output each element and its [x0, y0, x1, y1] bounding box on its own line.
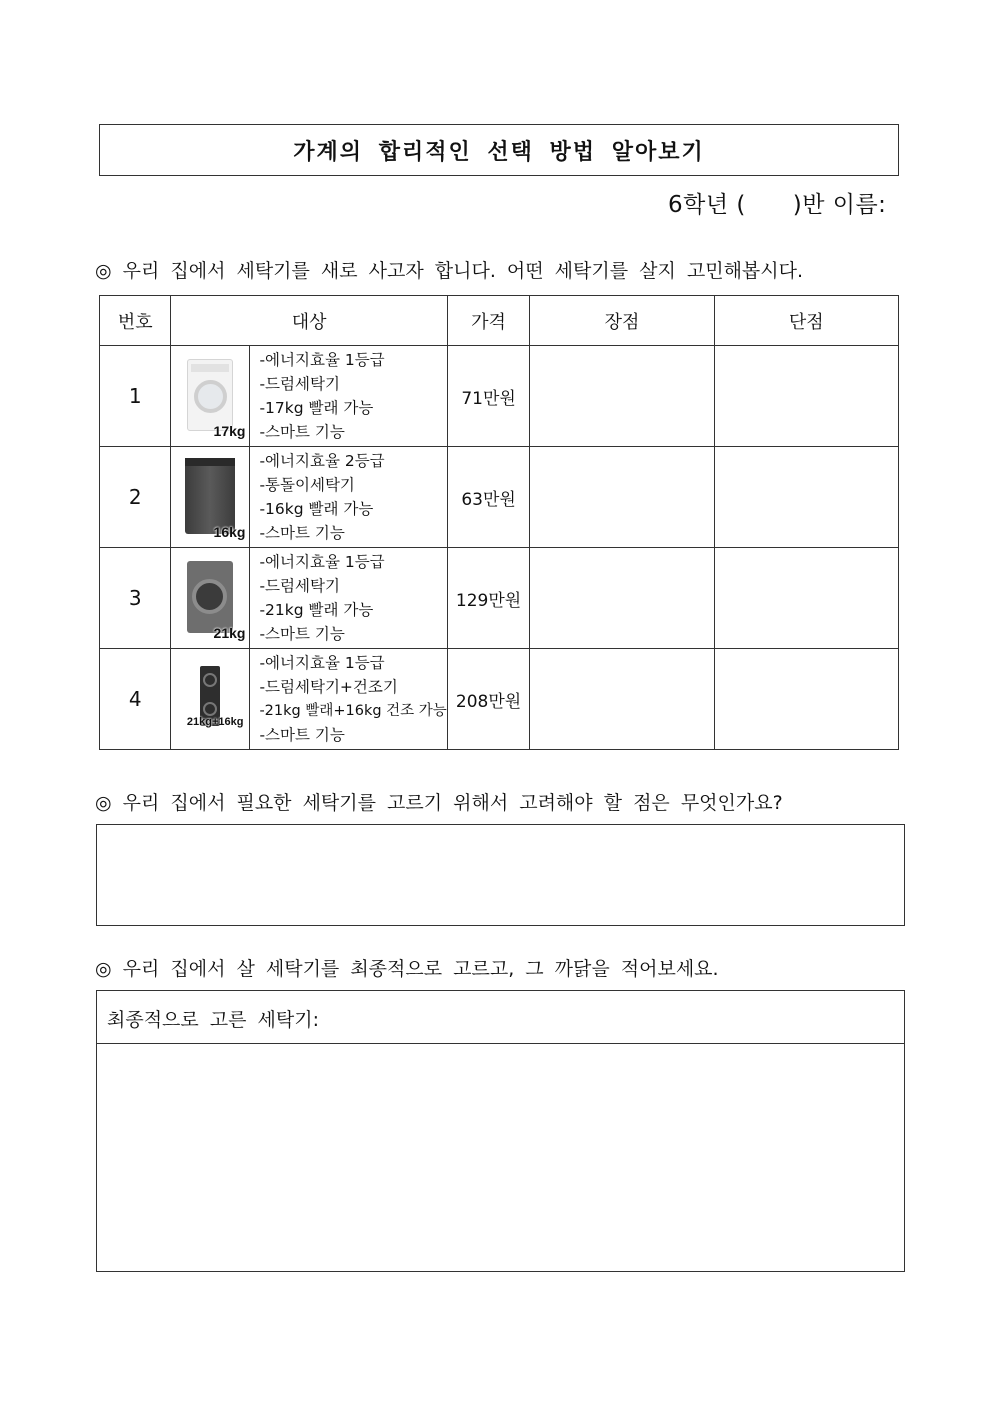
feature-item: -16kg 빨래 가능	[259, 500, 374, 518]
table-row	[100, 346, 899, 447]
washer-front-grey-icon	[175, 555, 245, 641]
feature-item: -에너지효율 2등급	[259, 452, 385, 470]
row-number: 3	[100, 548, 171, 649]
row-number: 1	[100, 346, 171, 447]
price-cell: 129만원	[447, 548, 530, 649]
washer-comparison-table	[99, 295, 899, 750]
question-1: ◎ 우리 집에서 세탁기를 새로 사고자 합니다. 어떤 세탁기를 살지 고민해봅시다.	[95, 260, 804, 282]
header-price: 가격	[447, 296, 530, 346]
feature-item: -21kg 빨래 가능	[259, 601, 374, 619]
price-cell: 208만원	[447, 649, 530, 750]
feature-item: -드럼세탁기	[259, 375, 340, 393]
question-2: ◎ 우리 집에서 필요한 세탁기를 고르기 위해서 고려해야 할 점은 무엇인가요?	[95, 792, 783, 814]
table-row	[100, 649, 899, 750]
pros-cell[interactable]	[530, 447, 714, 548]
header-cons: 단점	[714, 296, 898, 346]
row-number: 4	[100, 649, 171, 750]
feature-item: -17kg 빨래 가능	[259, 399, 374, 417]
header-number: 번호	[100, 296, 171, 346]
feature-item: -스마트 기능	[259, 625, 345, 643]
pros-cell[interactable]	[530, 548, 714, 649]
row-number: 2	[100, 447, 171, 548]
header-target: 대상	[171, 296, 447, 346]
question-3: ◎ 우리 집에서 살 세탁기를 최종적으로 고르고, 그 까닭을 적어보세요.	[95, 958, 719, 980]
final-choice-label: 최종적으로 고른 세탁기:	[97, 991, 904, 1044]
capacity-label: 21kg	[213, 625, 246, 641]
feature-item: -21kg 빨래+16kg 건조 가능	[259, 703, 447, 719]
washer-front-white-icon	[175, 353, 245, 439]
feature-item: -드럼세탁기	[259, 577, 340, 595]
feature-item: -스마트 기능	[259, 726, 345, 744]
feature-item: -통돌이세탁기	[259, 476, 355, 494]
price-cell: 63만원	[447, 447, 530, 548]
table-row	[100, 548, 899, 649]
capacity-label: 16kg	[213, 524, 246, 540]
worksheet-title: 가계의 합리적인 선택 방법 알아보기	[99, 124, 899, 176]
feature-item: -에너지효율 1등급	[259, 654, 385, 672]
cons-cell[interactable]	[714, 649, 898, 750]
cons-cell[interactable]	[714, 548, 898, 649]
washer-dryer-stack-icon	[175, 656, 245, 742]
pros-cell[interactable]	[530, 346, 714, 447]
feature-list	[250, 346, 447, 447]
student-info-line[interactable]: 6학년 ( )반 이름:	[668, 192, 887, 218]
table-row	[100, 447, 899, 548]
table-header-row	[100, 296, 899, 346]
feature-list	[250, 447, 447, 548]
considerations-answer-box[interactable]	[96, 824, 905, 926]
feature-item: -에너지효율 1등급	[259, 351, 385, 369]
feature-item: -스마트 기능	[259, 423, 345, 441]
feature-item: -에너지효율 1등급	[259, 553, 385, 571]
feature-list	[250, 548, 447, 649]
capacity-label: 21kg+16kg	[186, 716, 244, 728]
washer-top-dark-icon	[175, 454, 245, 540]
pros-cell[interactable]	[530, 649, 714, 750]
capacity-label: 17kg	[213, 423, 246, 439]
price-cell: 71만원	[447, 346, 530, 447]
cons-cell[interactable]	[714, 447, 898, 548]
final-choice-box[interactable]	[96, 990, 905, 1272]
cons-cell[interactable]	[714, 346, 898, 447]
feature-item: -스마트 기능	[259, 524, 345, 542]
feature-item: -드럼세탁기+건조기	[259, 678, 398, 696]
feature-list	[250, 649, 447, 750]
header-pros: 장점	[530, 296, 714, 346]
